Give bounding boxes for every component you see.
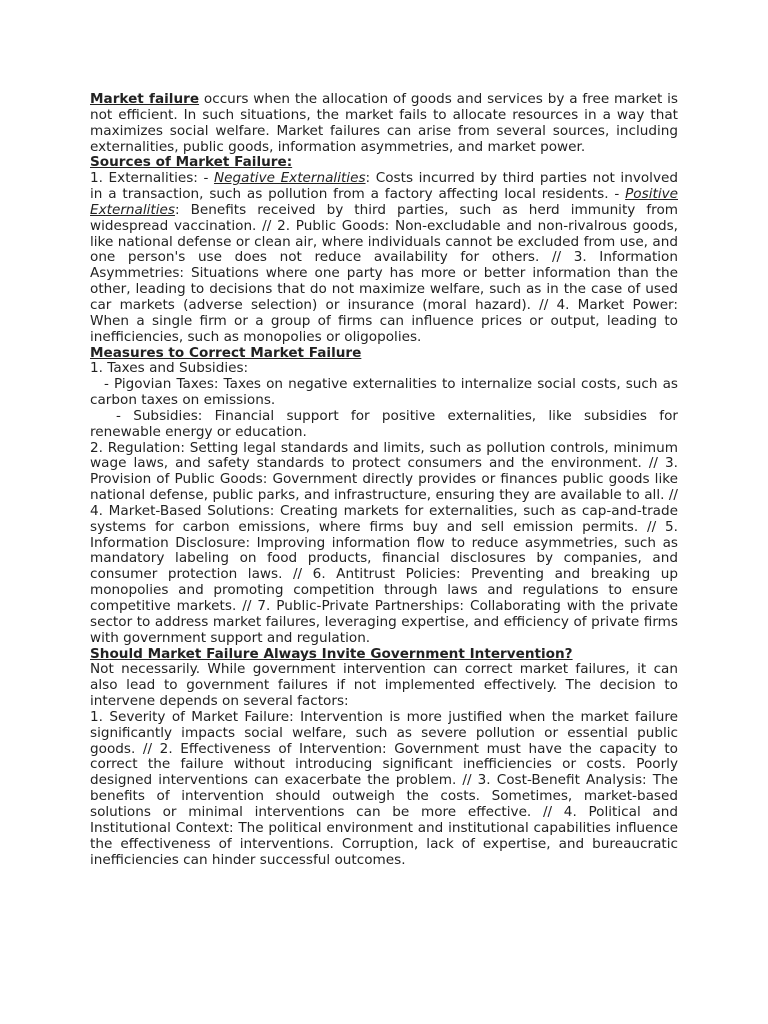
measures-item-1: 1. Taxes and Subsidies: — [90, 360, 249, 377]
sources-heading: Sources of Market Failure: — [90, 154, 293, 171]
document-page — [90, 92, 678, 868]
measures-rest: 2. Regulation: Setting legal standards and limits, such as pollution controls, minimum wage laws, and safety standards to protect consumers and the environment. // 3. Provision of Public Goods: Government directly provides or finances public goods like national defense, public parks, and infrastructure, ensuring they are available to all. // 4. Market-Based Solutions: Creating markets for externalities, such as cap-and-trade systems for carbon emissions, where firms buy and sell emission permits. // 5. Information Disclosure: Improving information flow to reduce asymmetries, such as mandatory labeling on food products, financial disclosures by companies, and consumer protection laws. // 6. Antitrust Policies: Preventing and breaking up monopolies and promoting competition through laws and regulations to ensure competitive markets. // 7. Public-Private Partnerships: Collaborating with the private sector to address market failures, leveraging expertise, and efficiency of private firms with government support and regulation. — [90, 439, 678, 646]
intervention-paragraph-2: 1. Severity of Market Failure: Intervention is more justified when the market failure significantly impacts social welfare, such as severe pollution or essential public goods. // 2. Effectiveness of Intervention: Government must have the capacity to correct the failure without introducing significant inefficiencies or costs. Poorly designed interventions can exacerbate the problem. // 3. Cost-Benefit Analysis: The benefits of intervention should outweigh the costs. Sometimes, market-based solutions or minimal interventions can be more effective. // 4. Political and Institutional Context: The political environment and institutional capabilities influence the effectiveness of interventions. Corruption, lack of expertise, and bureaucratic inefficiencies can hinder successful outcomes. — [90, 708, 678, 868]
intro-paragraph — [90, 92, 678, 155]
positive-externalities-label: Positive Externalities — [90, 186, 678, 218]
sources-text-c: : Benefits received by third parties, such as herd immunity from widespread vaccination. // 2. Public Goods: Non-excludable and non-rivalrous goods, like national defense or clean air, where individuals cannot be excluded from use, and one person's use does not reduce availability for others. // 3. Information Asymmetries: Situations where one party has more or better information than the other, leading to decisions that do not maximize welfare, such as in the case of used car markets (adverse selection) or insurance (moral hazard). // 4. Market Power: When a single firm or a group of firms can influence prices or output, leading to inefficiencies, such as monopolies or oligopolies. — [90, 201, 678, 345]
measures-item-1b: - Subsidies: Financial support for positive externalities, like subsidies for renewable energy or education. — [90, 407, 678, 440]
sources-paragraph — [90, 171, 678, 345]
intervention-paragraph-1: Not necessarily. While government intervention can correct market failures, it can also lead to government failures if not implemented effectively. The decision to intervene depends on several factors: — [90, 661, 678, 710]
sources-text-b: : Costs incurred by third parties not involved in a transaction, such as pollution from a factory affecting local residents. - — [90, 170, 678, 203]
market-failure-term: Market failure — [90, 91, 200, 107]
measures-item-1a: - Pigovian Taxes: Taxes on negative externalities to internalize social costs, such as carbon taxes on emissions. — [90, 376, 678, 409]
intro-text: occurs when the allocation of goods and services by a free market is not efficient. In such situations, the market fails to allocate resources in a way that maximizes social welfare. Market failures can arise from several sources, including externalities, public goods, information asymmetries, and market power. — [90, 91, 678, 155]
negative-externalities-label: Negative Externalities — [213, 170, 366, 187]
intervention-heading: Should Market Failure Always Invite Government Intervention? — [90, 645, 573, 662]
sources-text-a: 1. Externalities: - — [90, 170, 214, 187]
measures-heading: Measures to Correct Market Failure — [90, 344, 362, 361]
